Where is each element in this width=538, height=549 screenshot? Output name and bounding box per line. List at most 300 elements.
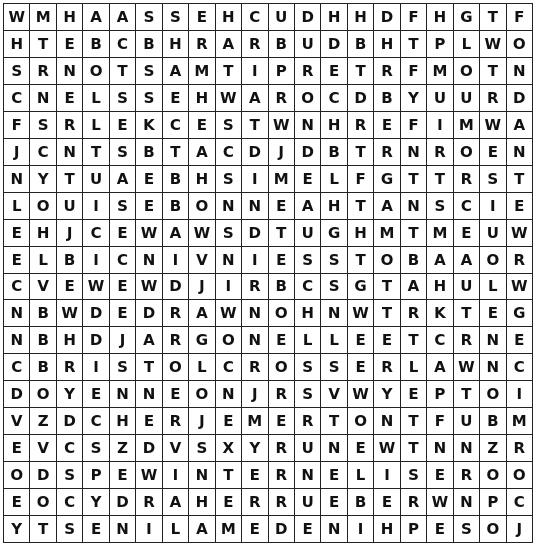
grid-cell[interactable]: P: [269, 58, 295, 85]
grid-cell[interactable]: A: [189, 139, 215, 166]
grid-cell[interactable]: U: [295, 489, 321, 516]
grid-cell[interactable]: W: [454, 354, 480, 381]
grid-cell[interactable]: E: [242, 462, 268, 489]
grid-cell[interactable]: F: [401, 112, 427, 139]
grid-cell[interactable]: B: [57, 247, 83, 274]
grid-cell[interactable]: W: [480, 112, 506, 139]
grid-cell[interactable]: A: [216, 31, 242, 58]
grid-cell[interactable]: T: [269, 220, 295, 247]
grid-cell[interactable]: E: [269, 247, 295, 274]
grid-cell[interactable]: U: [454, 85, 480, 112]
grid-cell[interactable]: H: [189, 489, 215, 516]
grid-cell[interactable]: O: [295, 85, 321, 112]
grid-cell[interactable]: W: [348, 381, 374, 408]
grid-cell[interactable]: L: [189, 354, 215, 381]
grid-cell[interactable]: B: [348, 31, 374, 58]
grid-cell[interactable]: L: [4, 193, 30, 220]
grid-cell[interactable]: N: [295, 462, 321, 489]
grid-cell[interactable]: S: [321, 247, 347, 274]
grid-cell[interactable]: L: [401, 354, 427, 381]
grid-cell[interactable]: E: [242, 516, 268, 543]
grid-cell[interactable]: H: [216, 4, 242, 31]
grid-cell[interactable]: B: [269, 31, 295, 58]
grid-cell[interactable]: J: [507, 516, 533, 543]
grid-cell[interactable]: C: [507, 489, 533, 516]
grid-cell[interactable]: T: [216, 462, 242, 489]
grid-cell[interactable]: T: [454, 381, 480, 408]
grid-cell[interactable]: H: [374, 31, 400, 58]
grid-cell[interactable]: N: [4, 327, 30, 354]
grid-cell[interactable]: O: [4, 462, 30, 489]
grid-cell[interactable]: H: [348, 4, 374, 31]
grid-cell[interactable]: G: [507, 300, 533, 327]
grid-cell[interactable]: B: [401, 247, 427, 274]
grid-cell[interactable]: N: [295, 112, 321, 139]
grid-cell[interactable]: L: [480, 274, 506, 301]
grid-cell[interactable]: N: [216, 247, 242, 274]
grid-cell[interactable]: C: [57, 435, 83, 462]
grid-cell[interactable]: E: [374, 327, 400, 354]
grid-cell[interactable]: O: [269, 300, 295, 327]
grid-cell[interactable]: U: [295, 435, 321, 462]
grid-cell[interactable]: A: [189, 516, 215, 543]
grid-cell[interactable]: T: [83, 139, 109, 166]
grid-cell[interactable]: C: [57, 489, 83, 516]
grid-cell[interactable]: A: [189, 300, 215, 327]
grid-cell[interactable]: A: [163, 489, 189, 516]
grid-cell[interactable]: N: [321, 300, 347, 327]
grid-cell[interactable]: S: [136, 85, 162, 112]
grid-cell[interactable]: F: [401, 4, 427, 31]
grid-cell[interactable]: T: [401, 166, 427, 193]
grid-cell[interactable]: B: [136, 139, 162, 166]
grid-cell[interactable]: E: [295, 516, 321, 543]
grid-cell[interactable]: N: [189, 462, 215, 489]
grid-cell[interactable]: U: [454, 274, 480, 301]
grid-cell[interactable]: R: [30, 58, 56, 85]
grid-cell[interactable]: F: [4, 112, 30, 139]
grid-cell[interactable]: W: [136, 220, 162, 247]
grid-cell[interactable]: N: [216, 381, 242, 408]
grid-cell[interactable]: F: [507, 4, 533, 31]
grid-cell[interactable]: C: [110, 31, 136, 58]
grid-cell[interactable]: D: [4, 381, 30, 408]
grid-cell[interactable]: B: [163, 166, 189, 193]
grid-cell[interactable]: B: [136, 31, 162, 58]
grid-cell[interactable]: N: [216, 193, 242, 220]
grid-cell[interactable]: T: [374, 274, 400, 301]
grid-cell[interactable]: E: [269, 408, 295, 435]
grid-cell[interactable]: D: [136, 435, 162, 462]
grid-cell[interactable]: R: [163, 408, 189, 435]
grid-cell[interactable]: B: [30, 354, 56, 381]
grid-cell[interactable]: D: [242, 139, 268, 166]
grid-cell[interactable]: S: [480, 166, 506, 193]
grid-cell[interactable]: N: [136, 247, 162, 274]
grid-cell[interactable]: E: [57, 274, 83, 301]
grid-cell[interactable]: O: [480, 516, 506, 543]
grid-cell[interactable]: P: [401, 516, 427, 543]
grid-cell[interactable]: O: [454, 139, 480, 166]
grid-cell[interactable]: B: [163, 193, 189, 220]
grid-cell[interactable]: O: [454, 58, 480, 85]
grid-cell[interactable]: S: [30, 112, 56, 139]
grid-cell[interactable]: H: [321, 112, 347, 139]
grid-cell[interactable]: C: [4, 354, 30, 381]
grid-cell[interactable]: N: [4, 166, 30, 193]
grid-cell[interactable]: R: [401, 489, 427, 516]
grid-cell[interactable]: X: [216, 435, 242, 462]
grid-cell[interactable]: D: [57, 408, 83, 435]
grid-cell[interactable]: J: [242, 381, 268, 408]
grid-cell[interactable]: E: [480, 300, 506, 327]
grid-cell[interactable]: A: [163, 58, 189, 85]
grid-cell[interactable]: V: [30, 435, 56, 462]
grid-cell[interactable]: P: [83, 462, 109, 489]
grid-cell[interactable]: S: [110, 193, 136, 220]
grid-cell[interactable]: A: [374, 193, 400, 220]
grid-cell[interactable]: O: [507, 31, 533, 58]
grid-cell[interactable]: E: [110, 300, 136, 327]
grid-cell[interactable]: B: [30, 327, 56, 354]
grid-cell[interactable]: E: [136, 166, 162, 193]
grid-cell[interactable]: U: [295, 31, 321, 58]
grid-cell[interactable]: E: [348, 354, 374, 381]
grid-cell[interactable]: C: [321, 85, 347, 112]
grid-cell[interactable]: U: [454, 408, 480, 435]
grid-cell[interactable]: W: [57, 300, 83, 327]
grid-cell[interactable]: M: [454, 112, 480, 139]
grid-cell[interactable]: R: [374, 139, 400, 166]
grid-cell[interactable]: T: [242, 112, 268, 139]
grid-cell[interactable]: W: [136, 462, 162, 489]
grid-cell[interactable]: C: [507, 354, 533, 381]
grid-cell[interactable]: V: [189, 247, 215, 274]
grid-cell[interactable]: E: [57, 85, 83, 112]
grid-cell[interactable]: V: [4, 408, 30, 435]
grid-cell[interactable]: D: [507, 85, 533, 112]
grid-cell[interactable]: N: [242, 327, 268, 354]
grid-cell[interactable]: L: [348, 462, 374, 489]
grid-cell[interactable]: T: [480, 58, 506, 85]
grid-cell[interactable]: A: [110, 166, 136, 193]
grid-cell[interactable]: I: [242, 58, 268, 85]
grid-cell[interactable]: S: [110, 85, 136, 112]
grid-cell[interactable]: E: [163, 85, 189, 112]
grid-cell[interactable]: S: [110, 139, 136, 166]
grid-cell[interactable]: S: [4, 58, 30, 85]
grid-cell[interactable]: H: [321, 193, 347, 220]
grid-cell[interactable]: N: [57, 139, 83, 166]
grid-cell[interactable]: C: [454, 193, 480, 220]
grid-cell[interactable]: C: [216, 139, 242, 166]
grid-cell[interactable]: I: [427, 112, 453, 139]
grid-cell[interactable]: E: [110, 462, 136, 489]
grid-cell[interactable]: D: [30, 462, 56, 489]
grid-cell[interactable]: T: [136, 354, 162, 381]
grid-cell[interactable]: S: [83, 435, 109, 462]
grid-cell[interactable]: S: [321, 354, 347, 381]
grid-cell[interactable]: U: [83, 166, 109, 193]
grid-cell[interactable]: E: [136, 408, 162, 435]
grid-cell[interactable]: D: [83, 327, 109, 354]
grid-cell[interactable]: H: [348, 220, 374, 247]
grid-cell[interactable]: S: [57, 462, 83, 489]
grid-cell[interactable]: O: [216, 327, 242, 354]
grid-cell[interactable]: M: [216, 516, 242, 543]
grid-cell[interactable]: D: [295, 4, 321, 31]
grid-cell[interactable]: L: [30, 247, 56, 274]
grid-cell[interactable]: I: [216, 274, 242, 301]
grid-cell[interactable]: E: [295, 166, 321, 193]
grid-cell[interactable]: C: [83, 408, 109, 435]
grid-cell[interactable]: E: [189, 112, 215, 139]
grid-cell[interactable]: C: [427, 327, 453, 354]
grid-cell[interactable]: M: [269, 166, 295, 193]
grid-cell[interactable]: A: [427, 247, 453, 274]
grid-cell[interactable]: U: [480, 220, 506, 247]
grid-cell[interactable]: N: [110, 381, 136, 408]
grid-cell[interactable]: L: [83, 85, 109, 112]
grid-cell[interactable]: T: [401, 220, 427, 247]
grid-cell[interactable]: C: [4, 85, 30, 112]
grid-cell[interactable]: E: [374, 112, 400, 139]
grid-cell[interactable]: P: [427, 381, 453, 408]
grid-cell[interactable]: B: [30, 300, 56, 327]
grid-cell[interactable]: K: [136, 112, 162, 139]
grid-cell[interactable]: D: [348, 85, 374, 112]
grid-cell[interactable]: I: [163, 247, 189, 274]
grid-cell[interactable]: H: [295, 300, 321, 327]
grid-cell[interactable]: N: [454, 489, 480, 516]
grid-cell[interactable]: O: [480, 247, 506, 274]
grid-cell[interactable]: E: [454, 220, 480, 247]
grid-cell[interactable]: D: [83, 300, 109, 327]
grid-cell[interactable]: O: [30, 381, 56, 408]
grid-cell[interactable]: O: [374, 247, 400, 274]
grid-cell[interactable]: B: [83, 31, 109, 58]
grid-cell[interactable]: O: [507, 462, 533, 489]
grid-cell[interactable]: R: [427, 139, 453, 166]
grid-cell[interactable]: O: [83, 58, 109, 85]
grid-cell[interactable]: E: [427, 462, 453, 489]
grid-cell[interactable]: N: [507, 139, 533, 166]
grid-cell[interactable]: I: [83, 193, 109, 220]
grid-cell[interactable]: A: [83, 4, 109, 31]
grid-cell[interactable]: W: [427, 489, 453, 516]
grid-cell[interactable]: E: [136, 193, 162, 220]
grid-cell[interactable]: J: [189, 274, 215, 301]
grid-cell[interactable]: E: [321, 58, 347, 85]
grid-cell[interactable]: D: [321, 31, 347, 58]
grid-cell[interactable]: M: [507, 408, 533, 435]
grid-cell[interactable]: E: [348, 327, 374, 354]
grid-cell[interactable]: S: [163, 4, 189, 31]
grid-cell[interactable]: R: [242, 354, 268, 381]
grid-cell[interactable]: F: [401, 58, 427, 85]
grid-cell[interactable]: R: [163, 300, 189, 327]
grid-cell[interactable]: R: [269, 85, 295, 112]
grid-cell[interactable]: M: [427, 58, 453, 85]
grid-cell[interactable]: N: [480, 354, 506, 381]
grid-cell[interactable]: O: [480, 462, 506, 489]
grid-cell[interactable]: N: [374, 408, 400, 435]
grid-cell[interactable]: O: [189, 381, 215, 408]
grid-cell[interactable]: R: [189, 31, 215, 58]
grid-cell[interactable]: E: [269, 327, 295, 354]
grid-cell[interactable]: E: [57, 31, 83, 58]
grid-cell[interactable]: L: [163, 516, 189, 543]
grid-cell[interactable]: H: [189, 166, 215, 193]
grid-cell[interactable]: R: [242, 489, 268, 516]
grid-cell[interactable]: N: [427, 435, 453, 462]
grid-cell[interactable]: R: [480, 85, 506, 112]
grid-cell[interactable]: E: [83, 516, 109, 543]
grid-cell[interactable]: R: [269, 381, 295, 408]
grid-cell[interactable]: E: [348, 435, 374, 462]
grid-cell[interactable]: R: [374, 58, 400, 85]
grid-cell[interactable]: V: [30, 274, 56, 301]
grid-cell[interactable]: H: [321, 4, 347, 31]
grid-cell[interactable]: O: [30, 193, 56, 220]
grid-cell[interactable]: E: [321, 489, 347, 516]
grid-cell[interactable]: W: [348, 300, 374, 327]
grid-cell[interactable]: O: [348, 408, 374, 435]
grid-cell[interactable]: K: [427, 300, 453, 327]
grid-cell[interactable]: C: [242, 4, 268, 31]
grid-cell[interactable]: C: [295, 274, 321, 301]
grid-cell[interactable]: Y: [57, 381, 83, 408]
grid-cell[interactable]: A: [295, 193, 321, 220]
grid-cell[interactable]: E: [4, 220, 30, 247]
grid-cell[interactable]: N: [507, 58, 533, 85]
grid-cell[interactable]: T: [507, 166, 533, 193]
grid-cell[interactable]: S: [110, 354, 136, 381]
grid-cell[interactable]: W: [507, 220, 533, 247]
grid-cell[interactable]: Z: [30, 408, 56, 435]
grid-cell[interactable]: L: [83, 112, 109, 139]
grid-cell[interactable]: I: [480, 193, 506, 220]
grid-cell[interactable]: T: [348, 193, 374, 220]
grid-cell[interactable]: S: [216, 220, 242, 247]
grid-cell[interactable]: T: [163, 139, 189, 166]
grid-cell[interactable]: G: [374, 166, 400, 193]
grid-cell[interactable]: R: [163, 327, 189, 354]
grid-cell[interactable]: N: [30, 85, 56, 112]
grid-cell[interactable]: R: [57, 354, 83, 381]
grid-cell[interactable]: E: [110, 274, 136, 301]
grid-cell[interactable]: N: [4, 300, 30, 327]
grid-cell[interactable]: N: [454, 435, 480, 462]
grid-cell[interactable]: J: [110, 327, 136, 354]
grid-cell[interactable]: C: [216, 354, 242, 381]
grid-cell[interactable]: R: [454, 327, 480, 354]
grid-cell[interactable]: I: [242, 166, 268, 193]
grid-cell[interactable]: R: [269, 435, 295, 462]
grid-cell[interactable]: S: [427, 193, 453, 220]
grid-cell[interactable]: S: [295, 247, 321, 274]
grid-cell[interactable]: B: [269, 274, 295, 301]
grid-cell[interactable]: S: [216, 112, 242, 139]
grid-cell[interactable]: P: [427, 31, 453, 58]
grid-cell[interactable]: G: [189, 327, 215, 354]
grid-cell[interactable]: I: [83, 354, 109, 381]
grid-cell[interactable]: D: [269, 516, 295, 543]
grid-cell[interactable]: E: [480, 139, 506, 166]
grid-cell[interactable]: T: [57, 166, 83, 193]
grid-cell[interactable]: E: [216, 489, 242, 516]
grid-cell[interactable]: N: [401, 139, 427, 166]
grid-cell[interactable]: V: [321, 381, 347, 408]
grid-cell[interactable]: H: [30, 220, 56, 247]
grid-cell[interactable]: J: [4, 139, 30, 166]
grid-cell[interactable]: M: [374, 220, 400, 247]
grid-cell[interactable]: N: [401, 193, 427, 220]
grid-cell[interactable]: I: [242, 247, 268, 274]
grid-cell[interactable]: W: [4, 4, 30, 31]
grid-cell[interactable]: I: [83, 247, 109, 274]
grid-cell[interactable]: R: [242, 31, 268, 58]
grid-cell[interactable]: W: [189, 220, 215, 247]
grid-cell[interactable]: E: [321, 462, 347, 489]
grid-cell[interactable]: R: [507, 435, 533, 462]
grid-cell[interactable]: N: [480, 327, 506, 354]
grid-cell[interactable]: T: [348, 58, 374, 85]
grid-cell[interactable]: A: [427, 354, 453, 381]
grid-cell[interactable]: R: [401, 300, 427, 327]
grid-cell[interactable]: Y: [374, 381, 400, 408]
grid-cell[interactable]: H: [163, 31, 189, 58]
grid-cell[interactable]: E: [163, 381, 189, 408]
grid-cell[interactable]: I: [348, 516, 374, 543]
grid-cell[interactable]: T: [348, 247, 374, 274]
grid-cell[interactable]: L: [321, 327, 347, 354]
grid-cell[interactable]: E: [110, 220, 136, 247]
grid-cell[interactable]: Y: [30, 166, 56, 193]
grid-cell[interactable]: P: [480, 489, 506, 516]
grid-cell[interactable]: A: [136, 327, 162, 354]
grid-cell[interactable]: A: [507, 112, 533, 139]
grid-cell[interactable]: S: [295, 381, 321, 408]
grid-cell[interactable]: F: [348, 166, 374, 193]
grid-cell[interactable]: D: [242, 220, 268, 247]
grid-cell[interactable]: B: [374, 85, 400, 112]
grid-cell[interactable]: D: [163, 274, 189, 301]
grid-cell[interactable]: J: [269, 139, 295, 166]
grid-cell[interactable]: T: [480, 4, 506, 31]
grid-cell[interactable]: L: [454, 31, 480, 58]
grid-cell[interactable]: T: [401, 327, 427, 354]
grid-cell[interactable]: H: [57, 327, 83, 354]
grid-cell[interactable]: D: [110, 489, 136, 516]
grid-cell[interactable]: R: [348, 112, 374, 139]
grid-cell[interactable]: S: [136, 58, 162, 85]
grid-cell[interactable]: O: [163, 354, 189, 381]
grid-cell[interactable]: G: [348, 274, 374, 301]
grid-cell[interactable]: S: [57, 516, 83, 543]
grid-cell[interactable]: O: [30, 489, 56, 516]
grid-cell[interactable]: S: [136, 4, 162, 31]
grid-cell[interactable]: T: [348, 139, 374, 166]
grid-cell[interactable]: R: [454, 462, 480, 489]
grid-cell[interactable]: E: [189, 4, 215, 31]
grid-cell[interactable]: N: [321, 435, 347, 462]
grid-cell[interactable]: E: [4, 489, 30, 516]
grid-cell[interactable]: A: [110, 4, 136, 31]
grid-cell[interactable]: Y: [242, 435, 268, 462]
grid-cell[interactable]: Y: [4, 516, 30, 543]
grid-cell[interactable]: B: [480, 408, 506, 435]
